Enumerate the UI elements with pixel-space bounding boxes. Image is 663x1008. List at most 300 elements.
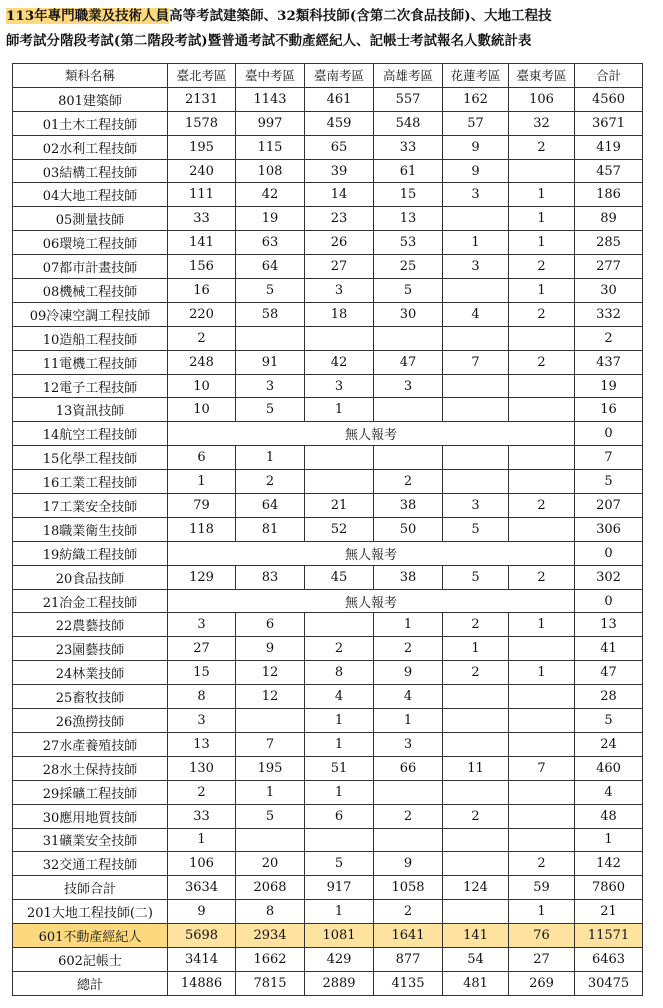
cell-taichung: 58 [236,302,305,326]
cell-taipei: 5698 [168,924,236,948]
cell-taichung: 83 [236,565,305,589]
cell-total: 28 [575,685,643,709]
cell-taipei: 9 [168,900,236,924]
cell-taipei: 27 [168,637,236,661]
cell-total: 0 [575,541,643,565]
no-applicants-note: 無人報考 [168,541,575,565]
cell-taitung: 59 [509,876,575,900]
table-row [13,541,643,565]
cell-total: 419 [575,135,643,159]
cell-taichung: 5 [236,804,305,828]
cell-hualien [443,374,509,398]
subject-name: 05測量技師 [13,207,168,231]
header-total: 合計 [575,64,643,88]
cell-taipei: 240 [168,159,236,183]
cell-taitung [509,804,575,828]
cell-taitung: 2 [509,494,575,518]
cell-taitung: 1 [509,231,575,255]
cell-taichung: 5 [236,279,305,303]
report-title [6,4,658,54]
subject-name: 20食品技師 [13,565,168,589]
cell-kaohsiung: 33 [374,135,443,159]
table-row [13,159,643,183]
cell-taitung [509,780,575,804]
header-tainan: 臺南考區 [305,64,374,88]
subject-name: 201大地工程技師(二) [13,900,168,924]
table-row [13,255,643,279]
cell-taitung: 7 [509,756,575,780]
cell-taitung: 32 [509,111,575,135]
cell-tainan: 8 [305,661,374,685]
cell-taipei: 141 [168,231,236,255]
subject-name: 13資訊技師 [13,398,168,422]
cell-taitung [509,159,575,183]
table-body [13,87,643,995]
cell-tainan: 51 [305,756,374,780]
cell-kaohsiung: 3 [374,732,443,756]
subject-name: 06環境工程技師 [13,231,168,255]
cell-total: 332 [575,302,643,326]
cell-total: 7 [575,446,643,470]
cell-hualien [443,470,509,494]
cell-tainan: 3 [305,374,374,398]
cell-taichung: 6 [236,613,305,637]
cell-taipei: 15 [168,661,236,685]
cell-hualien [443,780,509,804]
header-subject: 類科名稱 [13,64,168,88]
cell-hualien: 1 [443,231,509,255]
cell-taipei: 3 [168,709,236,733]
subject-name: 14航空工程技師 [13,422,168,446]
cell-total: 24 [575,732,643,756]
cell-kaohsiung: 66 [374,756,443,780]
cell-hualien: 57 [443,111,509,135]
cell-kaohsiung: 47 [374,350,443,374]
cell-taichung: 7815 [236,971,305,995]
subject-name: 03結構工程技師 [13,159,168,183]
subject-name: 27水產養殖技師 [13,732,168,756]
cell-taichung: 1 [236,446,305,470]
cell-taitung [509,398,575,422]
cell-taitung: 106 [509,87,575,111]
cell-taichung [236,326,305,350]
cell-taipei: 3414 [168,947,236,971]
table-row [13,709,643,733]
cell-taitung [509,470,575,494]
cell-hualien: 3 [443,494,509,518]
cell-tainan: 65 [305,135,374,159]
cell-total: 306 [575,517,643,541]
subject-name: 11電機工程技師 [13,350,168,374]
cell-kaohsiung [374,780,443,804]
cell-taitung: 1 [509,183,575,207]
cell-taichung: 63 [236,231,305,255]
cell-tainan: 1 [305,780,374,804]
cell-taichung: 81 [236,517,305,541]
cell-tainan: 1 [305,732,374,756]
cell-hualien: 9 [443,159,509,183]
cell-taitung [509,374,575,398]
cell-total: 21 [575,900,643,924]
cell-taichung: 12 [236,661,305,685]
cell-kaohsiung: 1 [374,613,443,637]
title-line-2: 師考試分階段考試(第二階段考試)暨普通考試不動產經紀人、記帳士考試報名人數統計表 [6,33,532,49]
cell-hualien: 5 [443,565,509,589]
cell-taichung: 91 [236,350,305,374]
subject-name: 19紡織工程技師 [13,541,168,565]
cell-kaohsiung: 1 [374,709,443,733]
cell-taipei: 3 [168,613,236,637]
cell-taipei: 111 [168,183,236,207]
table-row [13,900,643,924]
subject-name: 12電子工程技師 [13,374,168,398]
cell-kaohsiung: 50 [374,517,443,541]
cell-hualien [443,279,509,303]
cell-tainan: 917 [305,876,374,900]
cell-taichung [236,709,305,733]
table-row [13,350,643,374]
table-row [13,971,643,995]
cell-kaohsiung [374,398,443,422]
subject-name: 01土木工程技師 [13,111,168,135]
cell-taipei: 129 [168,565,236,589]
table-row [13,422,643,446]
cell-kaohsiung: 25 [374,255,443,279]
cell-tainan: 1 [305,900,374,924]
cell-taipei: 195 [168,135,236,159]
cell-total: 5 [575,709,643,733]
cell-tainan: 45 [305,565,374,589]
subject-name: 18職業衛生技師 [13,517,168,541]
subject-name: 21冶金工程技師 [13,589,168,613]
cell-hualien: 9 [443,135,509,159]
cell-kaohsiung: 548 [374,111,443,135]
cell-tainan: 27 [305,255,374,279]
cell-taitung: 2 [509,255,575,279]
table-row [13,470,643,494]
cell-taichung: 12 [236,685,305,709]
cell-taichung: 1662 [236,947,305,971]
cell-tainan: 23 [305,207,374,231]
cell-taipei: 10 [168,398,236,422]
cell-tainan [305,326,374,350]
cell-hualien [443,326,509,350]
table-row [13,326,643,350]
cell-total: 30 [575,279,643,303]
cell-kaohsiung: 9 [374,661,443,685]
header-taichung: 臺中考區 [236,64,305,88]
cell-hualien [443,900,509,924]
cell-taipei: 1578 [168,111,236,135]
subject-name: 總計 [13,971,168,995]
cell-kaohsiung: 2 [374,637,443,661]
cell-taipei: 156 [168,255,236,279]
cell-taichung: 997 [236,111,305,135]
cell-taipei: 33 [168,804,236,828]
cell-hualien: 54 [443,947,509,971]
cell-kaohsiung: 4135 [374,971,443,995]
table-row [13,135,643,159]
cell-kaohsiung: 38 [374,494,443,518]
cell-total: 285 [575,231,643,255]
table-row [13,780,643,804]
table-row [13,804,643,828]
subject-name: 22農藝技師 [13,613,168,637]
cell-total: 4 [575,780,643,804]
cell-tainan: 2889 [305,971,374,995]
table-row [13,494,643,518]
subject-name: 02水利工程技師 [13,135,168,159]
cell-hualien [443,852,509,876]
cell-taitung [509,326,575,350]
cell-kaohsiung: 1058 [374,876,443,900]
title-line-1 [6,4,658,29]
header-kaohsiung: 高雄考區 [374,64,443,88]
statistics-table [12,63,643,996]
cell-kaohsiung: 557 [374,87,443,111]
cell-taitung: 1 [509,613,575,637]
cell-tainan: 21 [305,494,374,518]
cell-kaohsiung: 2 [374,900,443,924]
subject-name: 23園藝技師 [13,637,168,661]
cell-tainan: 26 [305,231,374,255]
cell-tainan [305,470,374,494]
table-row [13,517,643,541]
header-hualien: 花蓮考區 [443,64,509,88]
cell-taipei: 14886 [168,971,236,995]
table-row [13,732,643,756]
cell-taitung: 1 [509,207,575,231]
cell-hualien: 2 [443,661,509,685]
table-row [13,565,643,589]
cell-taichung: 2068 [236,876,305,900]
cell-hualien: 7 [443,350,509,374]
cell-taichung: 42 [236,183,305,207]
cell-taipei: 248 [168,350,236,374]
cell-hualien [443,828,509,852]
header-row [13,64,643,88]
cell-taipei: 10 [168,374,236,398]
cell-taichung: 2 [236,470,305,494]
cell-taipei: 1 [168,828,236,852]
subject-name: 16工業工程技師 [13,470,168,494]
title-line-1-rest: 高等考試建築師、32類科技師(含第二次食品技師)、大地工程技 [169,8,552,24]
cell-hualien [443,446,509,470]
cell-hualien: 2 [443,613,509,637]
cell-taitung [509,732,575,756]
table-row [13,924,643,948]
cell-taichung: 8 [236,900,305,924]
cell-total: 0 [575,589,643,613]
table-row [13,613,643,637]
cell-total: 47 [575,661,643,685]
cell-total: 11571 [575,924,643,948]
subject-name: 29採礦工程技師 [13,780,168,804]
cell-taitung: 2 [509,350,575,374]
cell-tainan: 1081 [305,924,374,948]
table-row [13,637,643,661]
cell-hualien: 2 [443,804,509,828]
subject-name: 17工業安全技師 [13,494,168,518]
cell-tainan: 39 [305,159,374,183]
cell-taipei: 130 [168,756,236,780]
cell-kaohsiung: 1641 [374,924,443,948]
header-taipei: 臺北考區 [168,64,236,88]
cell-total: 6463 [575,947,643,971]
cell-tainan: 5 [305,852,374,876]
cell-taitung: 1 [509,279,575,303]
subject-name: 28水土保持技師 [13,756,168,780]
cell-taichung: 115 [236,135,305,159]
cell-kaohsiung [374,828,443,852]
table-row [13,302,643,326]
cell-total: 41 [575,637,643,661]
cell-taitung [509,685,575,709]
table-row [13,279,643,303]
cell-kaohsiung: 13 [374,207,443,231]
table-row [13,207,643,231]
cell-tainan [305,613,374,637]
cell-tainan: 52 [305,517,374,541]
cell-taipei: 2 [168,326,236,350]
cell-taipei: 2131 [168,87,236,111]
no-applicants-note: 無人報考 [168,589,575,613]
cell-taitung [509,446,575,470]
cell-tainan: 42 [305,350,374,374]
cell-hualien: 3 [443,183,509,207]
cell-taipei: 8 [168,685,236,709]
cell-total: 19 [575,374,643,398]
table-row [13,876,643,900]
cell-taitung [509,637,575,661]
cell-total: 1 [575,828,643,852]
cell-total: 457 [575,159,643,183]
cell-taichung: 9 [236,637,305,661]
cell-total: 7860 [575,876,643,900]
table-row [13,589,643,613]
cell-taitung [509,517,575,541]
cell-taichung [236,828,305,852]
cell-hualien: 124 [443,876,509,900]
cell-taipei: 33 [168,207,236,231]
cell-taipei: 16 [168,279,236,303]
cell-hualien: 5 [443,517,509,541]
cell-hualien: 481 [443,971,509,995]
table-row [13,947,643,971]
cell-taichung: 64 [236,255,305,279]
cell-tainan: 4 [305,685,374,709]
cell-taichung: 1143 [236,87,305,111]
cell-tainan [305,446,374,470]
cell-tainan: 459 [305,111,374,135]
table-row [13,661,643,685]
cell-kaohsiung: 15 [374,183,443,207]
cell-total: 2 [575,326,643,350]
cell-kaohsiung: 38 [374,565,443,589]
cell-total: 207 [575,494,643,518]
subject-name: 24林業技師 [13,661,168,685]
subject-name: 15化學工程技師 [13,446,168,470]
cell-taipei: 13 [168,732,236,756]
cell-hualien: 1 [443,637,509,661]
table-row [13,374,643,398]
subject-name: 技師合計 [13,876,168,900]
table-row [13,87,643,111]
table-row [13,111,643,135]
cell-kaohsiung: 4 [374,685,443,709]
cell-total: 89 [575,207,643,231]
cell-taipei: 1 [168,470,236,494]
cell-hualien: 162 [443,87,509,111]
cell-tainan: 429 [305,947,374,971]
cell-taitung: 2 [509,565,575,589]
cell-total: 48 [575,804,643,828]
cell-taitung [509,828,575,852]
cell-taipei: 106 [168,852,236,876]
cell-total: 302 [575,565,643,589]
cell-taitung: 269 [509,971,575,995]
cell-taitung: 1 [509,900,575,924]
cell-taichung: 1 [236,780,305,804]
cell-tainan: 3 [305,279,374,303]
cell-taitung [509,709,575,733]
cell-taitung: 2 [509,852,575,876]
cell-kaohsiung: 3 [374,374,443,398]
cell-kaohsiung: 61 [374,159,443,183]
cell-tainan: 6 [305,804,374,828]
cell-taipei: 220 [168,302,236,326]
cell-kaohsiung [374,446,443,470]
cell-hualien: 4 [443,302,509,326]
cell-taichung: 20 [236,852,305,876]
table-row [13,446,643,470]
cell-total: 186 [575,183,643,207]
cell-total: 142 [575,852,643,876]
cell-taipei: 118 [168,517,236,541]
subject-name: 602記帳士 [13,947,168,971]
cell-tainan [305,828,374,852]
cell-taitung: 2 [509,135,575,159]
cell-hualien: 3 [443,255,509,279]
cell-taichung: 19 [236,207,305,231]
title-highlight: 113年專門職業及技術人員 [6,8,170,24]
subject-name: 32交通工程技師 [13,852,168,876]
table-row [13,231,643,255]
cell-tainan: 18 [305,302,374,326]
cell-hualien: 141 [443,924,509,948]
cell-total: 5 [575,470,643,494]
cell-total: 437 [575,350,643,374]
cell-taichung: 5 [236,398,305,422]
subject-name: 801建築師 [13,87,168,111]
cell-taitung: 2 [509,302,575,326]
subject-name: 26漁撈技師 [13,709,168,733]
cell-taichung: 2934 [236,924,305,948]
cell-hualien [443,732,509,756]
subject-name: 10造船工程技師 [13,326,168,350]
cell-total: 30475 [575,971,643,995]
cell-taichung: 64 [236,494,305,518]
cell-tainan: 1 [305,709,374,733]
subject-name: 25畜牧技師 [13,685,168,709]
cell-taitung: 1 [509,661,575,685]
cell-total: 3671 [575,111,643,135]
cell-kaohsiung: 30 [374,302,443,326]
no-applicants-note: 無人報考 [168,422,575,446]
table-row [13,828,643,852]
cell-hualien [443,685,509,709]
cell-tainan: 2 [305,637,374,661]
